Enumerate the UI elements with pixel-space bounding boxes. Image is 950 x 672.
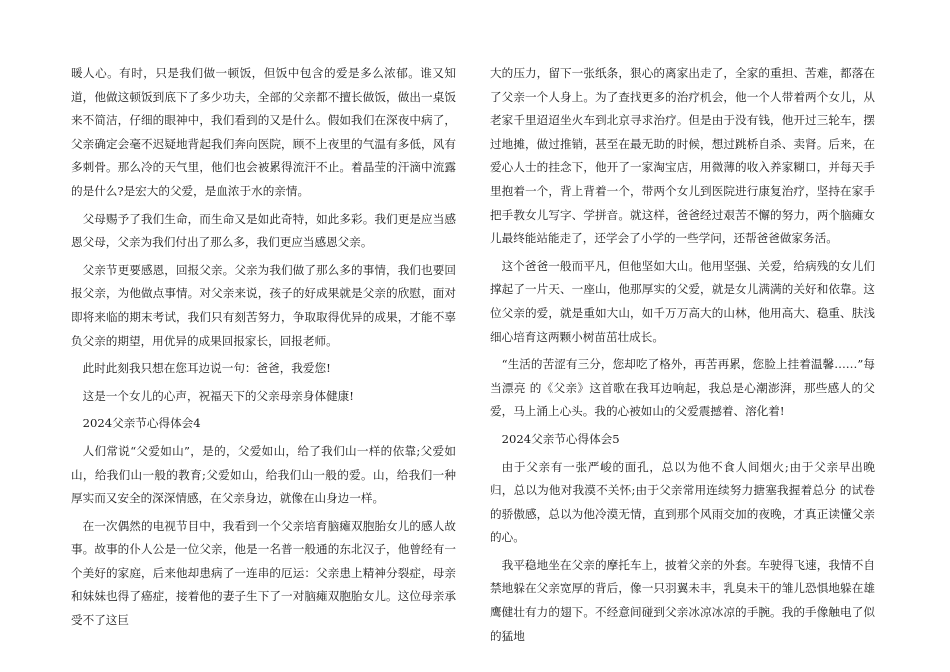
section-heading: 2024父亲节心得体会4: [82, 416, 201, 431]
paragraph: 这是一个女儿的心声，祝福天下的父亲母亲身体健康!: [82, 388, 354, 403]
paragraph: 人们常说“父爱如山”，是的，父爱如山，给了我们山一样的依靠;父爱如山，给我们山一般的教育;父爱如山，给我们山一般的爱。山，给我们一种厚实而又安全的深深情感，在父亲身边，就像在山身边一样。: [71, 443, 456, 506]
left-column: [71, 62, 456, 637]
paragraph: 大的压力，留下一张纸条，狠心的离家出走了，全家的重担、苦难，都落在了父亲一个人身上。为了查找更多的治疗机会，他一个人带着两个女儿，从老家千里迢迢坐火车到北京寻求治疗。但是由于没有钱，他开过三轮车，摆过地摊，做过推销，甚至在最无助的时候，想过跳桥自杀、卖肾。后来，在爱心人士的挂念下，他开了一家淘宝店，用微薄的收入养家糊口，并每天手里抱着一个，背上背着一个，带两个女儿到医院进行康复治疗，坚持在家手把手教女儿写字、学拼音。就这样，爸爸经过艰苦不懈的努力，两个脑瘫女儿最终能站能走了，还学会了小学的一些学问，还帮爸爸做家务活。: [490, 66, 875, 246]
section-heading: 2024父亲节心得体会5: [501, 431, 620, 446]
paragraph: “生活的苦涩有三分，您却吃了格外，再苦再累，您脸上挂着温馨……”每当漂亮 的《父亲》这首歌在我耳边响起，我总是心潮澎湃，那些感人的父爱，马上涌上心头。我的心被如山的父爱震撼着、溶化着!: [490, 357, 875, 419]
paragraph: 在一次偶然的电视节目中，我看到一个父亲培育脑瘫双胞胎女儿的感人故事。故事的仆人公是一位父亲，他是一名普一般通的东北汉子，他曾经有一个美好的家庭，后来他却患病了一连串的厄运：父亲患上精神分裂症，母亲和妹妹也得了癌症，接着他的妻子生下了一对脑瘫双胞胎女儿。这位母亲承受不了这巨: [71, 518, 456, 628]
right-column: [490, 62, 875, 652]
paragraph: 我平稳地坐在父亲的摩托车上，披着父亲的外套。车驶得飞速，我情不自禁地躲在父亲宽厚的背后，像一只羽翼未丰，乳臭未干的雏儿恐惧地躲在雄鹰健壮有力的翅下。不经意间碰到父亲冰凉冰凉的手腕。我的手像触电了似的猛地: [490, 557, 875, 643]
paragraph: 父母赐予了我们生命，而生命又是如此奇特，如此多彩。我们更是应当感恩父母，父亲为我们付出了那么多，我们更应当感恩父亲。: [71, 211, 456, 250]
paragraph: 由于父亲有一张严峻的面孔，总以为他不食人间烟火;由于父亲早出晚归，总以为他对我漠不关怀;由于父亲常用连续努力搪塞我握着总分 的试卷的骄傲感，总以为他冷漠无情，直到那个风雨交加的夜晚，才真正读懂父亲的心。: [490, 459, 875, 545]
paragraph: 这个爸爸一般而平凡，但他坚如大山。他用坚强、关爱，给病残的女儿们撑起了一片天、一座山，他那厚实的父爱，就是女儿满满的关好和依靠。这位父亲的爱，就是重如大山，如千万万高大的山林，他用高大、稳重、肤浅细心培育这两颗小树苗茁壮成长。: [490, 258, 875, 344]
paragraph: 此时此刻我只想在您耳边说一句：爸爸，我爱您!: [82, 361, 331, 376]
paragraph: 暖人心。有时，只是我们做一顿饭，但饭中包含的爱是多么浓郁。谁又知道，他做这顿饭到底下了多少功夫，全部的父亲都不擅长做饭，做出一桌饭来不简洁，仔细的眼神中，我们看到的又是什么。假如我们在深夜中病了，父亲确定会毫不迟疑地背起我们奔向医院，顾不上夜里的气温有多低，风有多刺骨。那么冷的天气里，他们也会被累得流汗不止。着晶莹的汗滴中流露的是什么?是宏大的父爱，是血浓于水的亲情。: [71, 66, 456, 198]
paragraph: 父亲节更要感恩，回报父亲。父亲为我们做了那么多的事情，我们也要回报父亲，为他做点事情。对父亲来说，孩子的好成果就是父亲的欣慰，面对即将来临的期末考试，我们只有刻苦努力，争取取得优异的成果，才能不辜负父亲的期望，用优异的成果回报家长，回报老师。: [71, 262, 456, 348]
